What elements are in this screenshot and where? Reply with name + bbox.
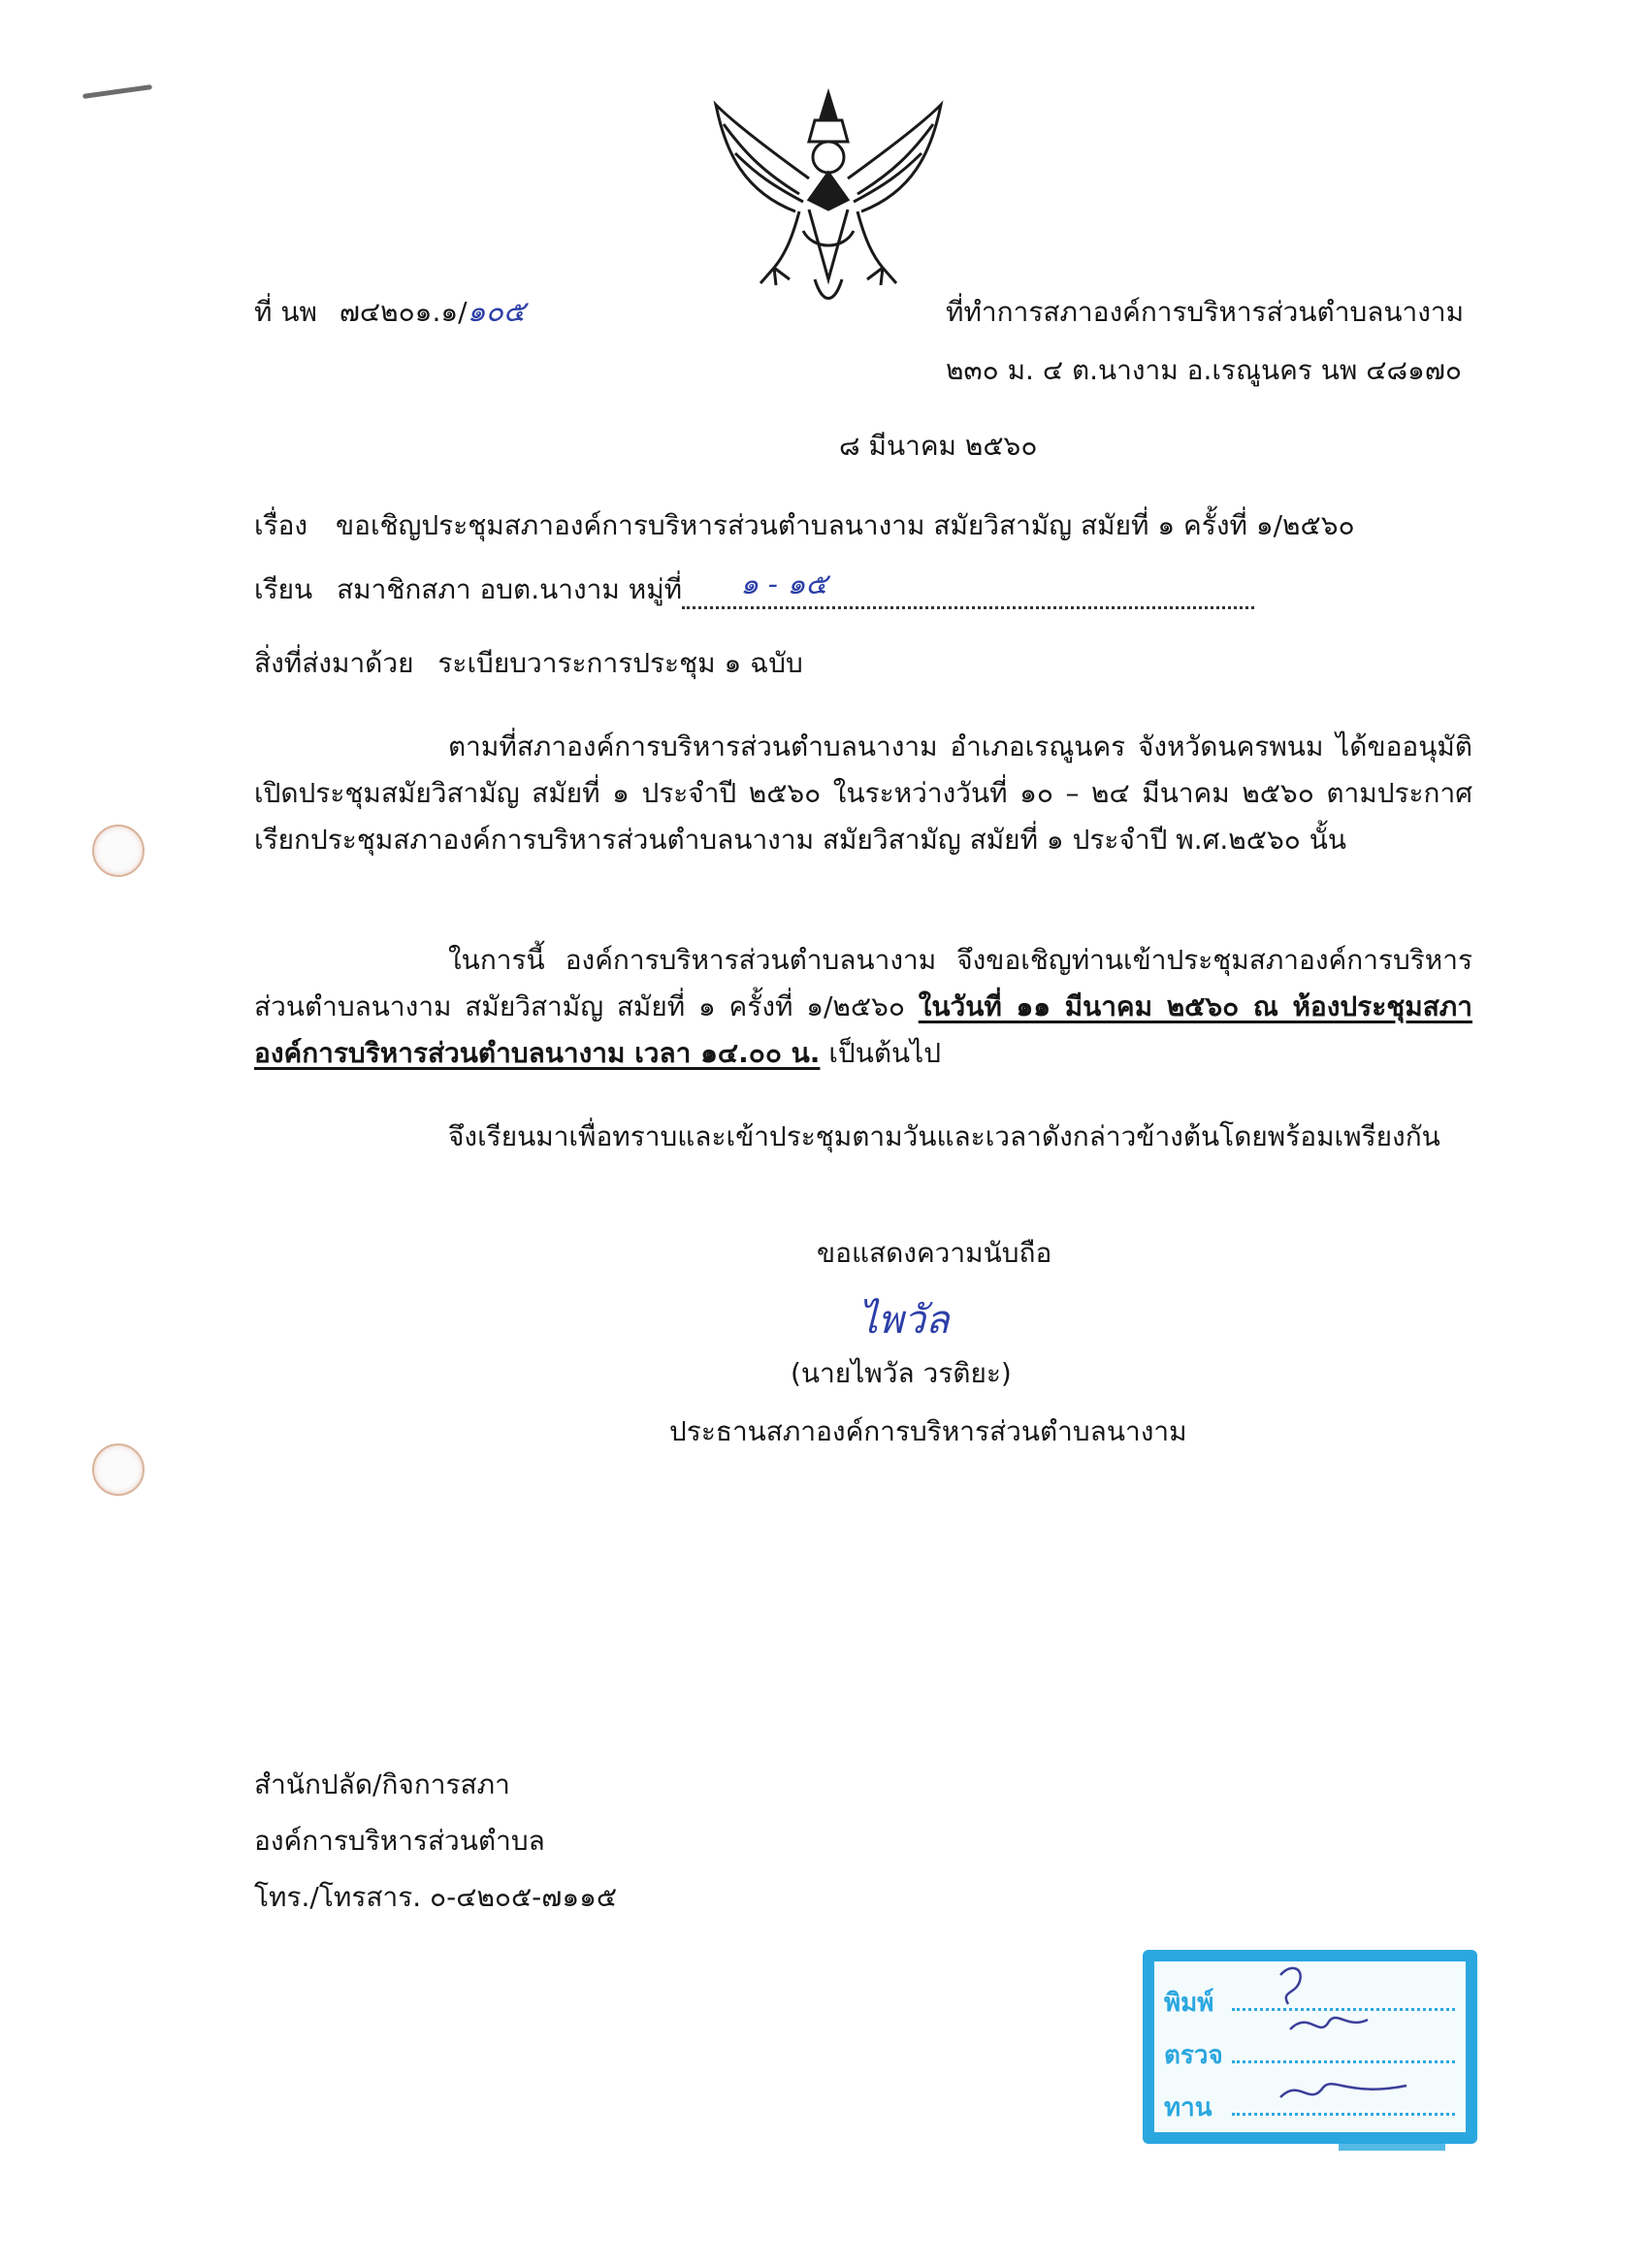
reference-number [254,293,526,332]
signer-name: (นายไพวัล วรติยะ) [791,1357,1012,1389]
subject-label: เรื่อง [254,509,308,541]
body-paragraph-2 [254,937,1472,1077]
enclosure-text: ระเบียบวาระการประชุม ๑ ฉบับ [437,647,803,679]
footer-phone: โทร./โทรสาร. ๐-๔๒๐๕-๗๑๑๕ [254,1881,618,1913]
recipient-text: สมาชิกสภา อบต.นางาม หมู่ที่ [337,573,683,605]
reference-handwritten: ๑๐๕ [467,295,526,329]
signer-position: ประธานสภาองค์การบริหารส่วนตำบลนางาม [669,1415,1187,1447]
enclosure-line [254,644,803,683]
body-paragraph-1-text: ตามที่สภาองค์การบริหารส่วนตำบลนางาม อำเภอเรณูนคร จังหวัดนครพนม ได้ขออนุมัติเปิดประชุมสมัยวิสามัญ สมัยที่ ๑ ประจำปี ๒๕๖๐ ในระหว่างวันที่ ๑๐ – ๒๔ มีนาคม ๒๕๖๐ ตามประกาศเรียกประชุมสภาองค์การบริหารส่วนตำบลนางาม สมัยวิสามัญ สมัยที่ ๑ ประจำปี พ.ศ.๒๕๖๐ นั้น [254,730,1472,856]
footer-department: สำนักปลัด/กิจการสภา [254,1768,510,1800]
salutation: ขอแสดงความนับถือ [817,1237,1052,1269]
punch-hole-bottom [92,1443,145,1496]
reference-code: ๗๔๒๐๑.๑/ [339,296,468,328]
body-paragraph-2-intro: ในการนี้ องค์การบริหารส่วนตำบลนางาม จึงขอเชิญท่านเข้าประชุมสภาองค์การบริหารส่วนตำบลนางาม สมัยวิสามัญ สมัยที่ ๑ ครั้งที่ ๑/๒๕๖๐ [254,944,1472,1022]
subject-line [254,506,1355,545]
stamp-check-label: ตรวจ [1164,2041,1223,2070]
closing-line: จึงเรียนมาเพื่อทราบและเข้าประชุมตามวันและเวลาดังกล่าวข้างต้นโดยพร้อมเพรียงกัน [448,1120,1440,1152]
recipient-dotted-line [682,567,1254,609]
meeting-date-emphasis: ในวันที่ ๑๑ มีนาคม ๒๕๖๐ ณ ห้องประชุมสภาองค์การบริหารส่วนตำบลนางาม เวลา ๑๔.๐๐ น. [254,990,1472,1069]
subject-text: ขอเชิญประชุมสภาองค์การบริหารส่วนตำบลนางาม สมัยวิสามัญ สมัยที่ ๑ ครั้งที่ ๑/๒๕๖๐ [336,509,1355,541]
recipient-handwritten: ๑ - ๑๕ [740,567,828,601]
stamp-print-label: พิมพ์ [1164,1989,1214,2018]
stamp-review-label: ทาน [1164,2093,1212,2122]
staple-mark [82,84,152,99]
body-paragraph-1 [254,724,1472,863]
stamp-initials-icon [1261,1961,1455,2132]
review-stamp [1143,1950,1477,2144]
document-date: ๘ มีนาคม ๒๕๖๐ [839,430,1038,462]
recipient-line [254,567,1254,609]
punch-hole-top [92,825,145,877]
body-paragraph-2-end: เป็นต้นไป [828,1037,942,1069]
recipient-label: เรียน [254,573,313,605]
stamp-smudge [1339,2139,1445,2151]
office-name: ที่ทำการสภาองค์การบริหารส่วนตำบลนางาม [946,296,1465,328]
reference-label: ที่ นพ [254,296,317,328]
enclosure-label: สิ่งที่ส่งมาด้วย [254,647,414,679]
office-address: ๒๓๐ ม. ๔ ต.นางาม อ.เรณูนคร นพ ๔๘๑๗๐ [946,354,1462,386]
garuda-emblem-icon [706,85,951,314]
handwritten-signature: ไพวัล [858,1298,950,1343]
footer-organization: องค์การบริหารส่วนตำบล [254,1825,545,1857]
